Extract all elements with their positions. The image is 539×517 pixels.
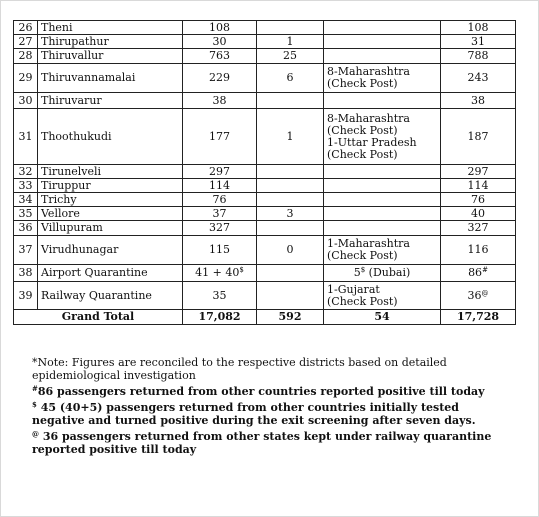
note-hash-text: 86 passengers returned from other countries reported positive till today: [37, 385, 485, 398]
grand-total-cases: 17,082: [183, 310, 257, 325]
other-states-cell: [324, 193, 441, 207]
district-name: Thoothukudi: [38, 109, 183, 165]
table-row: [14, 236, 516, 265]
table-row: [14, 109, 516, 165]
note-dollar-text: 45 (40+5) passengers returned from other countries initially tested negative and turned positive during the exit screening after seven days.: [32, 401, 476, 427]
district-name: Theni: [38, 21, 183, 35]
row-number: 38: [14, 265, 38, 282]
total-cell: 116: [441, 236, 516, 265]
dollar-footnote-mark: $: [360, 266, 366, 274]
table-row: [14, 265, 516, 282]
district-name: Vellore: [38, 207, 183, 221]
district-table: [13, 20, 516, 325]
cases-cell: 76: [183, 193, 257, 207]
cases-cell: [183, 265, 257, 282]
note-at: [32, 430, 502, 456]
total-cell: 297: [441, 165, 516, 179]
other-states-cell: [324, 21, 441, 35]
total-cell: 31: [441, 35, 516, 49]
note-dollar: [32, 401, 502, 427]
total-cell: [441, 265, 516, 282]
other-states-cell: 1-Maharashtra (Check Post): [324, 236, 441, 265]
table-row: [14, 221, 516, 236]
cases-value: 41 + 40: [195, 266, 240, 279]
imported-cell: [257, 179, 324, 193]
total-cell: 108: [441, 21, 516, 35]
row-number: 32: [14, 165, 38, 179]
total-cell: 38: [441, 93, 516, 109]
cases-cell: 38: [183, 93, 257, 109]
table-row: [14, 35, 516, 49]
grand-total-label: Grand Total: [14, 310, 183, 325]
other-states-cell: [324, 93, 441, 109]
total-cell: 243: [441, 64, 516, 93]
cases-cell: 35: [183, 282, 257, 310]
other-states-cell: [324, 265, 441, 282]
other-value-tail: (Dubai): [365, 266, 411, 279]
table-row: [14, 64, 516, 93]
row-number: 30: [14, 93, 38, 109]
cases-cell: 30: [183, 35, 257, 49]
imported-cell: 25: [257, 49, 324, 64]
total-cell: 327: [441, 221, 516, 236]
table-row: [14, 165, 516, 179]
row-number: 29: [14, 64, 38, 93]
row-number: 39: [14, 282, 38, 310]
cases-cell: 763: [183, 49, 257, 64]
imported-cell: 6: [257, 64, 324, 93]
cases-cell: 297: [183, 165, 257, 179]
row-number: 36: [14, 221, 38, 236]
cases-cell: 108: [183, 21, 257, 35]
district-name: Thiruvarur: [38, 93, 183, 109]
district-name: Virudhunagar: [38, 236, 183, 265]
cases-cell: 177: [183, 109, 257, 165]
row-number: 33: [14, 179, 38, 193]
note-general: *Note: Figures are reconciled to the respective districts based on detailed epidemiological investigation: [32, 356, 447, 382]
imported-cell: [257, 221, 324, 236]
other-states-cell: [324, 165, 441, 179]
row-number: 37: [14, 236, 38, 265]
imported-cell: 1: [257, 109, 324, 165]
district-name: Tiruppur: [38, 179, 183, 193]
other-states-cell: [324, 207, 441, 221]
grand-total-imported: 592: [257, 310, 324, 325]
hash-symbol: #: [32, 384, 38, 393]
cases-cell: 229: [183, 64, 257, 93]
district-name: Airport Quarantine: [38, 265, 183, 282]
footnotes: [32, 356, 502, 459]
table-row: [14, 193, 516, 207]
total-value: 36: [467, 288, 482, 302]
row-number: 27: [14, 35, 38, 49]
district-name: Villupuram: [38, 221, 183, 236]
row-number: 31: [14, 109, 38, 165]
district-name: Tirunelveli: [38, 165, 183, 179]
note-hash: [32, 385, 502, 398]
other-states-cell: [324, 35, 441, 49]
total-cell: 788: [441, 49, 516, 64]
cases-cell: 115: [183, 236, 257, 265]
row-number: 26: [14, 21, 38, 35]
cases-cell: 37: [183, 207, 257, 221]
table-row: [14, 21, 516, 35]
district-name: Thiruvannamalai: [38, 64, 183, 93]
imported-cell: 0: [257, 236, 324, 265]
hash-footnote-mark: #: [482, 266, 488, 274]
imported-cell: [257, 21, 324, 35]
total-cell: 76: [441, 193, 516, 207]
imported-cell: [257, 93, 324, 109]
district-name: Railway Quarantine: [38, 282, 183, 310]
table-row: [14, 93, 516, 109]
other-states-cell: 8-Maharashtra (Check Post) 1-Uttar Pradesh (Check Post): [324, 109, 441, 165]
other-states-cell: [324, 49, 441, 64]
grand-total-total: 17,728: [441, 310, 516, 325]
dollar-symbol: $: [32, 400, 37, 409]
at-symbol: @: [32, 429, 39, 438]
table-row: [14, 207, 516, 221]
district-name: Thirupathur: [38, 35, 183, 49]
row-number: 35: [14, 207, 38, 221]
table-row: [14, 179, 516, 193]
imported-cell: [257, 165, 324, 179]
table-row: [14, 49, 516, 64]
cases-cell: 327: [183, 221, 257, 236]
row-number: 28: [14, 49, 38, 64]
at-footnote-mark: @: [481, 288, 489, 297]
cases-cell: 114: [183, 179, 257, 193]
row-number: 34: [14, 193, 38, 207]
total-cell: 187: [441, 109, 516, 165]
table-row: [14, 282, 516, 310]
dollar-footnote-mark: $: [239, 266, 244, 274]
other-states-cell: [324, 179, 441, 193]
other-states-cell: [324, 221, 441, 236]
other-states-cell: 8-Maharashtra (Check Post): [324, 64, 441, 93]
district-name: Thiruvallur: [38, 49, 183, 64]
imported-cell: [257, 282, 324, 310]
total-cell: 40: [441, 207, 516, 221]
grand-total-row: [14, 310, 516, 325]
other-value: 5: [353, 266, 361, 279]
district-name: Trichy: [38, 193, 183, 207]
imported-cell: 3: [257, 207, 324, 221]
note-at-text: 36 passengers returned from other states kept under railway quarantine reported positive till today: [32, 430, 492, 456]
imported-cell: [257, 265, 324, 282]
total-cell: 114: [441, 179, 516, 193]
imported-cell: 1: [257, 35, 324, 49]
other-states-cell: 1-Gujarat (Check Post): [324, 282, 441, 310]
grand-total-other: 54: [324, 310, 441, 325]
total-value: 86: [468, 266, 483, 279]
imported-cell: [257, 193, 324, 207]
total-cell: [441, 282, 516, 310]
